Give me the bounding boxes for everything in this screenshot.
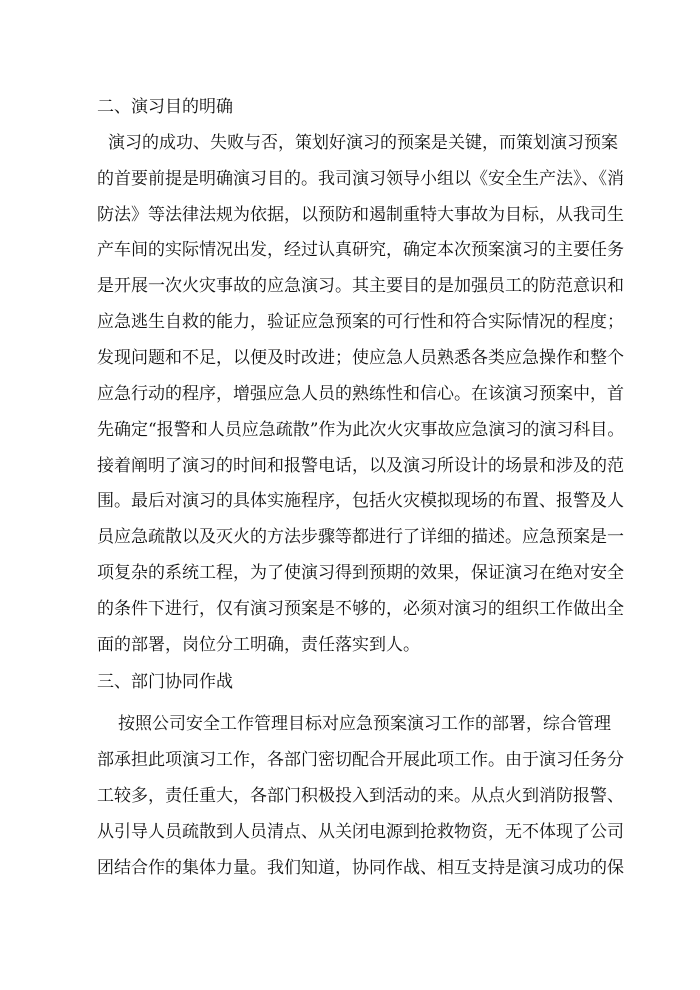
section-2-line: 发现问题和不足，以便及时改进；使应急人员熟悉各类应急操作和整个 xyxy=(97,348,624,368)
section-2-line: 围。最后对演习的具体实施程序，包括火灾模拟现场的布置、报警及人 xyxy=(97,491,624,511)
section-3-line: 团结合作的集体力量。我们知道，协同作战、相互支持是演习成功的保 xyxy=(97,858,624,878)
section-2-line: 员应急疏散以及灭火的方法步骤等都进行了详细的描述。应急预案是一 xyxy=(97,527,624,547)
section-2-line: 先确定“报警和人员应急疏散”作为此次火灾事故应急演习的演习科目。 xyxy=(97,420,625,440)
section-2-line: 产车间的实际情况出发，经过认真研究，确定本次预案演习的主要任务 xyxy=(97,240,624,260)
section-3-line: 工较多，责任重大，各部门积极投入到活动的来。从点火到消防报警、 xyxy=(97,786,624,806)
section-3-line: 从引导人员疏散到人员清点、从关闭电源到抢救物资，无不体现了公司 xyxy=(97,822,624,842)
section-3-heading: 三、部门协同作战 xyxy=(97,672,233,692)
section-2-line: 的首要前提是明确演习目的。我司演习领导小组以《安全生产法》、《消 xyxy=(97,169,624,189)
section-2-line: 项复杂的系统工程，为了使演习得到预期的效果，保证演习在绝对安全 xyxy=(97,563,624,583)
section-3-line: 按照公司安全工作管理目标对应急预案演习工作的部署，综合管理 xyxy=(118,714,611,734)
section-2-line: 防法》等法律法规为依据，以预防和遏制重特大事故为目标，从我司生 xyxy=(97,205,624,225)
section-2-line: 接着阐明了演习的时间和报警电话，以及演习所设计的场景和涉及的范 xyxy=(97,456,624,476)
section-2-line: 应急逃生自救的能力，验证应急预案的可行性和符合实际情况的程度； xyxy=(97,312,624,332)
section-2-heading: 二、演习目的明确 xyxy=(97,97,233,117)
section-2-line: 是开展一次火灾事故的应急演习。其主要目的是加强员工的防范意识和 xyxy=(97,276,624,296)
section-3-line: 部承担此项演习工作，各部门密切配合开展此项工作。由于演习任务分 xyxy=(97,750,624,770)
section-2-line: 演习的成功、失败与否，策划好演习的预案是关键，而策划演习预案 xyxy=(108,133,618,153)
section-2-line: 的条件下进行，仅有演习预案是不够的，必须对演习的组织工作做出全 xyxy=(97,599,624,619)
section-2-line: 面的部署，岗位分工明确，责任落实到人。 xyxy=(97,635,420,655)
section-2-line: 应急行动的程序，增强应急人员的熟练性和信心。在该演习预案中，首 xyxy=(97,384,624,404)
